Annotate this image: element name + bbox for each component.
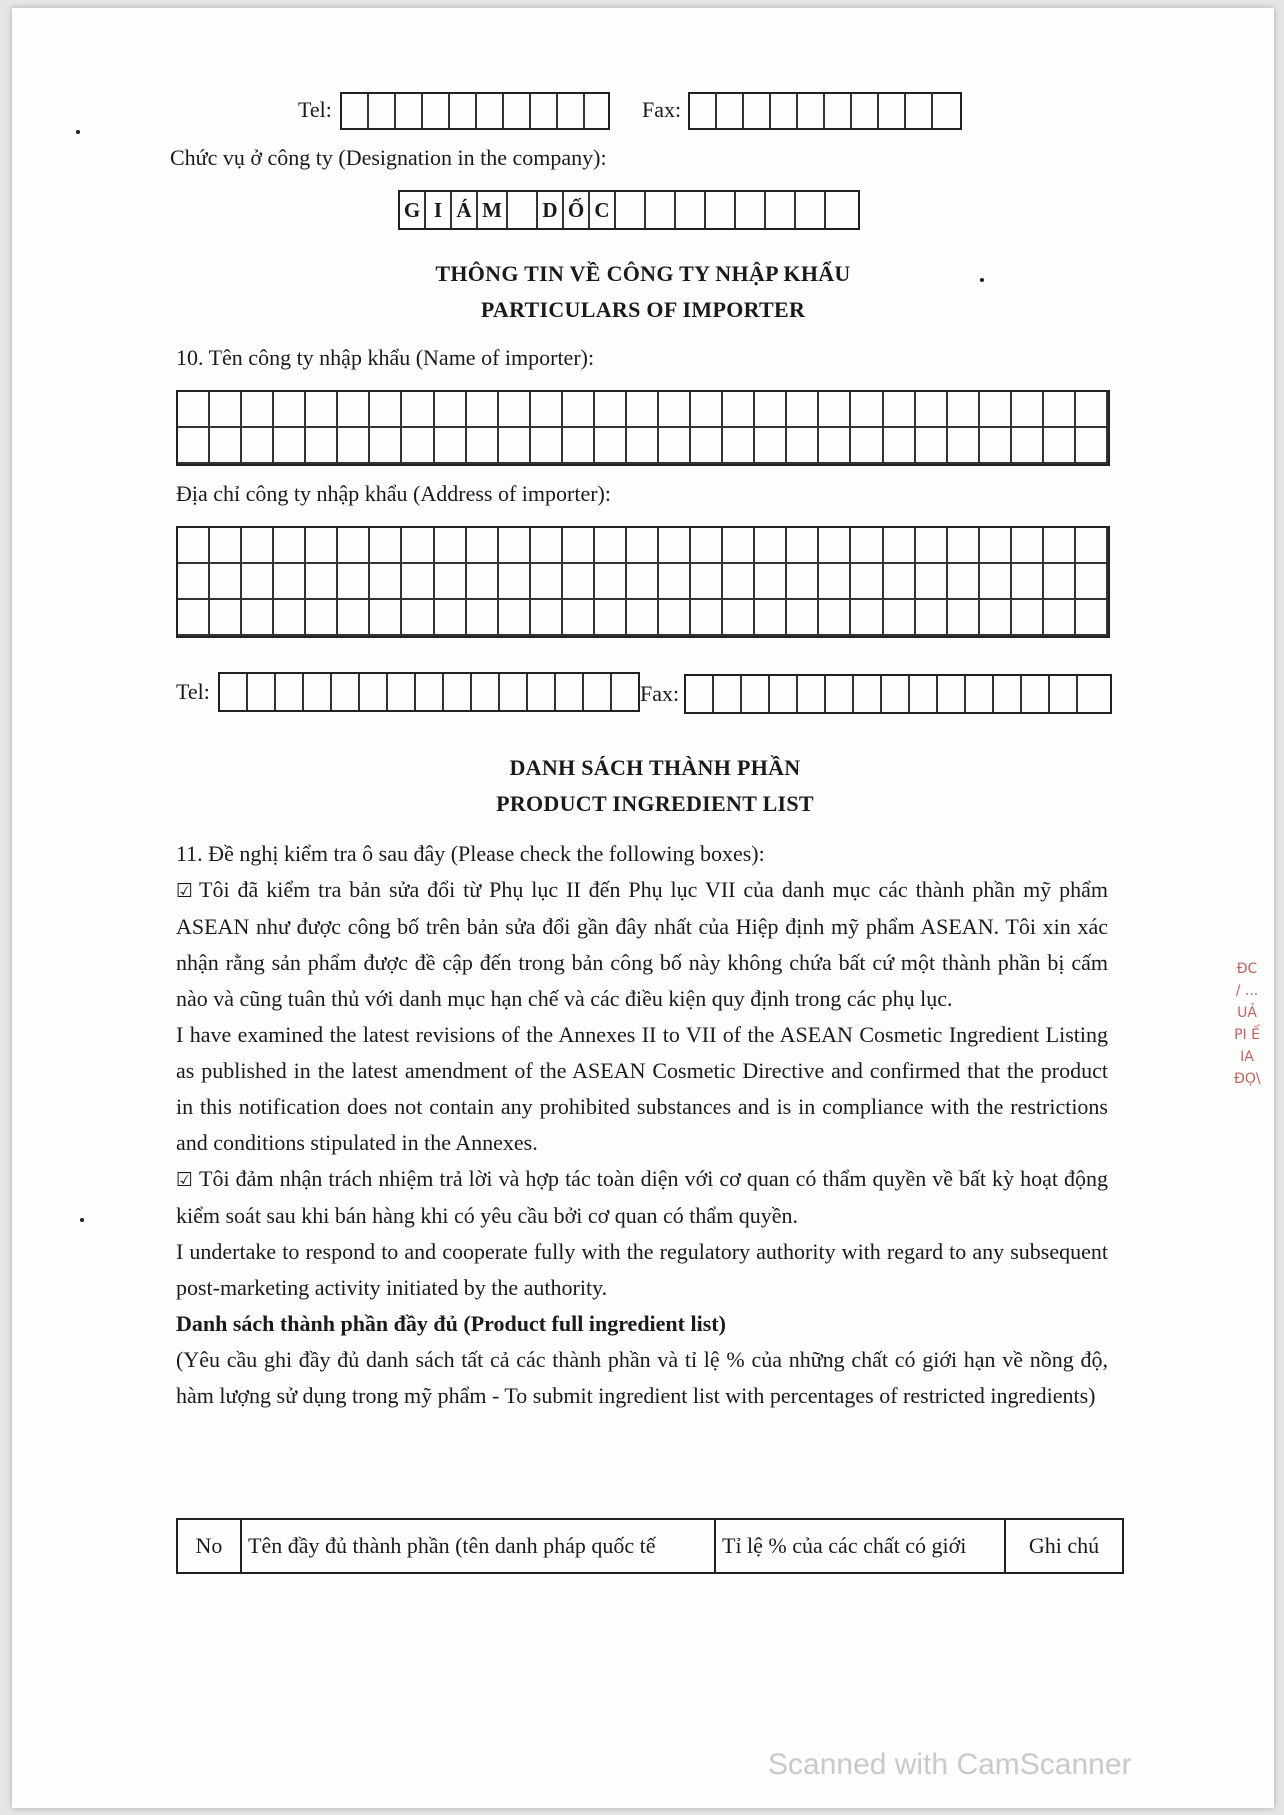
ingredients-title-vi: DANH SÁCH THÀNH PHẦN xyxy=(509,755,801,780)
scanned-page xyxy=(12,8,1274,1808)
importer-fax-label: Fax: xyxy=(640,681,680,706)
importer-name-grid xyxy=(176,390,1110,466)
header-no: No xyxy=(177,1519,241,1573)
declaration-1-en: I have examined the latest revisions of the Annexes II to VII of the ASEAN Cosmetic Ingredient Listing as published in the latest amendment of the ASEAN Cosmetic Directive and confirmed that the product in this notification does not contain any prohibited substances and is in compliance with the restrictions and conditions stipulated in the Annexes. xyxy=(176,1022,1108,1155)
designation-letter xyxy=(676,192,706,228)
importer-address-grid xyxy=(176,526,1110,638)
designation-letter xyxy=(736,192,766,228)
designation-letter: G xyxy=(400,192,426,228)
importer-name-label: 10. Tên công ty nhập khẩu (Name of importer): xyxy=(176,345,595,370)
scan-speck xyxy=(76,130,80,134)
designation-letter: C xyxy=(590,192,616,228)
declaration-1-vi xyxy=(176,872,1108,1017)
declaration-2-vi xyxy=(176,1161,1108,1234)
designation-letter: M xyxy=(478,192,508,228)
declaration-2-en: I undertake to respond to and cooperate fully with the regulatory authority with regard to any subsequent post-marketing activity initiated by the authority. xyxy=(176,1239,1108,1300)
designation-letter xyxy=(616,192,646,228)
designation-letter xyxy=(766,192,796,228)
importer-tel-boxes xyxy=(218,672,640,712)
declarations-body xyxy=(176,872,1108,1414)
header-notes: Ghi chú xyxy=(1005,1519,1123,1573)
designation-letter: D xyxy=(538,192,564,228)
declaration-1-vi-text: Tôi đã kiểm tra bản sửa đổi từ Phụ lục II đến Phụ lục VII của danh mục các thành phần mỹ phẩm ASEAN như được công bố trên bản sửa đổi gần đây nhất của Hiệp định mỹ phẩm ASEAN. Tôi xin xác nhận rằng sản phẩm được đề cập đến trong bản công bố này không chứa bất cứ một thành phần bị cấm nào và cũng tuân thủ với danh mục hạn chế và các điều kiện quy định trong các phụ lục. xyxy=(176,877,1108,1011)
scan-speck xyxy=(80,1218,84,1222)
header-percentage: Tỉ lệ % của các chất có giới xyxy=(715,1519,1005,1573)
ingredient-table xyxy=(176,1518,1124,1574)
checkbox-checked-icon: ☑ xyxy=(176,880,194,902)
designation-letter xyxy=(796,192,826,228)
designation-letter: Á xyxy=(452,192,478,228)
exporter-tel-boxes xyxy=(340,92,610,130)
designation-letter xyxy=(826,192,858,228)
full-list-note: (Yêu cầu ghi đầy đủ danh sách tất cả các thành phần và tỉ lệ % của những chất có giới hạn về nồng độ, hàm lượng sử dụng trong mỹ phẩm - To submit ingredient list with percentages of restricted ingredients) xyxy=(176,1347,1108,1408)
exporter-fax-boxes xyxy=(688,92,962,130)
designation-letter xyxy=(646,192,676,228)
full-list-heading: Danh sách thành phần đầy đủ (Product full ingredient list) xyxy=(176,1311,726,1336)
designation-letter: Ố xyxy=(564,192,590,228)
exporter-fax-label: Fax: xyxy=(642,97,682,122)
edge-stamp: ĐC / ... UẢ PI Ế IA ĐỌ\ xyxy=(1234,961,1261,1087)
designation-letter xyxy=(508,192,538,228)
header-ingredient-name: Tên đầy đủ thành phần (tên danh pháp quốc tế xyxy=(241,1519,715,1573)
designation-boxes xyxy=(398,190,860,230)
importer-tel-label: Tel: xyxy=(176,679,210,704)
importer-title-vi: THÔNG TIN VỀ CÔNG TY NHẬP KHẨU xyxy=(435,261,851,286)
designation-letter: I xyxy=(426,192,452,228)
designation-label: Chức vụ ở công ty (Designation in the company): xyxy=(170,145,607,170)
exporter-tel-label: Tel: xyxy=(298,97,332,122)
designation-letter xyxy=(706,192,736,228)
declaration-2-vi-text: Tôi đảm nhận trách nhiệm trả lời và hợp tác toàn diện với cơ quan có thẩm quyền về bất kỳ hoạt động kiểm soát sau khi bán hàng khi có yêu cầu bởi cơ quan có thẩm quyền. xyxy=(176,1166,1108,1228)
importer-address-label: Địa chỉ công ty nhập khẩu (Address of importer): xyxy=(176,481,611,506)
importer-fax-boxes xyxy=(684,674,1112,714)
ingredients-title-en: PRODUCT INGREDIENT LIST xyxy=(496,791,814,816)
item-11-label: 11. Đề nghị kiểm tra ô sau đây (Please check the following boxes): xyxy=(176,841,765,866)
checkbox-checked-icon: ☑ xyxy=(176,1169,194,1191)
table-header-row xyxy=(177,1519,1123,1573)
camscanner-watermark: Scanned with CamScanner xyxy=(768,1748,1132,1781)
scan-speck xyxy=(980,278,984,282)
importer-title-en: PARTICULARS OF IMPORTER xyxy=(480,297,806,322)
